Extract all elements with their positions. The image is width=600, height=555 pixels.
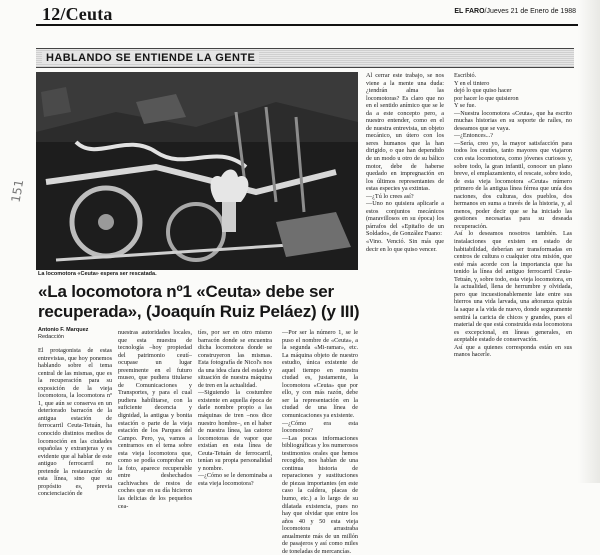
article-column-5: [366, 72, 444, 483]
column-6-text: Escribió. Y en el tintero dejó lo que quiso hacer por hacer lo que quisieron Y se fue. —Nuestra locomotora «Ceuta», que ha escrito muchas historias en su soporte de raíles, no deseamos que se vaya. —¿Entonces...? —Sería, creo yo, la mayor satisfacción para todos los ceutíes, tanto mayores que viajaron con esta locomotora, como jóvenes curiosos y, sobre todo, la gran infantil, conocer un plano breve, el emplazamiento, el rescate, sobre todo, de esta vieja locomotora «Ceuta» número primero de la antigua línea férrea que unía dos naciones, dos culturas, dos pueblos, dos hermanos en suma a través de la historia, y, al menos, poder decir que se ha iniciado las gestiones necesarias para su deseada recuperación. Así lo deseamos nosotros también. Las instalaciones que existen en estado de habitabilidad, deberían ser transformadas en centros de cultura o cualquier otra misión, que esté más acorde con la importancia que ha tenido la línea del antiguo ferrocarril Ceuta-Tetuán, y, sobre todo, esta vieja locomotora, en la actualidad, llena de herrumbre y olvidada, pero que incuestionablemente late entre sus hierros una vida larvada, una añoranza quizás la saque a la vida de nuevo, donde seguramente sentirá la caricia de chicos y grandes, pues el material de que está construida esta locomotora es excepcional, en líneas generales, en aceptable estado de conservación. Así que a quienes corresponda están en sus manos hacerle.: [454, 72, 572, 359]
scan-edge-shading: [578, 0, 600, 483]
article-column-6: [454, 72, 572, 483]
article-column-2: [118, 329, 192, 510]
byline-author: Antonio F. Marquez: [38, 327, 89, 333]
column-4-text: —Por ser la número 1, se le puso el nombre de «Ceuta», a la segunda «Mi-ramar», etc. La máquina objeto de nuestro estudio, única existente de aquel tiempo en nuestra ciudad es, justamente, la locomotora «Ceuta» que por ello, y con más razón, debe ser la representación en la ciudad de una línea de comunicaciones ya existente. —¿Cómo era esta locomotora? —Las pocas informaciones bibliográficas y los numerosos testimonios orales que hemos recogido, nos hablan de una continua historia de reparaciones y sustituciones de piezas importantes (en este caso la caldera, placas de humo, etc.) a lo largo de su dilatada existencia, pues no hay que olvidar que entre los años 40 y 50 esta vieja locomotora arrastraba anualmente más de un millón de pasajeros y así como miles de toneladas de mercancías.: [282, 329, 358, 555]
issue-date: Jueves 21 de Enero de 1988: [486, 8, 576, 15]
feature-strip: [36, 48, 574, 68]
feature-strip-label: HABLANDO SE ENTIENDE LA GENTE: [42, 52, 259, 64]
column-2-text: nuestras autoridades locales, que esta muestra de tecnología –hoy propiedad del patrimonio ceutí– ocupase un lugar preeminente en el futuro museo, que pudiera titularse de Comunicaciones y Transportes, y para el cual pudiera habilitarse, con la suficiente decencia y dignidad, la antigua y bonita estación o parte de la vieja estación de los Parques del Campo. Pero, ya, vamos a centrarnos en el tema sobre esta vieja locomotora que, como se podía comprobar en la foto, aparece recuperable entre deshechados cachivaches de restos de coches que en su día hicieron las delicias de los pequeños cea-: [118, 329, 192, 510]
article-headline: «La locomotora nº1 «Ceuta» debe ser recuperada», (Joaquín Ruiz Peláez) (y III): [38, 282, 360, 321]
column-5-text: Al cerrar este trabajo, se nos viene a la mente una duda: ¿tendrán alma las locomotoras? Es claro que no en el sentido anímico que se le da a este concepto pero, a nuestro entender, como en el de nuestra entrevista, un objeto mecánico, un útero con los seres humanos que la han dirigido, o que han dependido de un modo u otro de su bálico motor, debe de haberse quedado en impregnación en los últimos representantes de estas especies ya extintas. —¿Tú lo crees así? —Uno no quisiera aplicarle a estos conjuntos mecánicos (maravillosos en su época) los párrafos del «Epitafio de un Soldado», de González Fuano: «Vino. Venció. Sin más que decir en lo que quiso vencer.: [366, 72, 444, 253]
column-3-text: tíes, por ser en otro mismo barracón donde se encuentra dicha locomotora donde se construyeron las mismas. Esta fotografía de Nicol's nos da una idea clara del estado y situación de nuestra máquina de tren en la actualidad. —Siguiendo la costumbre existente en aquella época de darle nombre propio a las máquinas de tren –nos dice nuestro hombre–, en el haber de nuestra línea, las catorce locomotoras de vapor que existían en esta línea de Ceuta-Tetuán de ferrocarril, tenían su propia personalidad y nombre. —¿Cómo se le denominaba a esta vieja locomotora?: [198, 329, 272, 487]
article-column-1: [38, 347, 112, 498]
masthead: [36, 4, 578, 26]
column-1-text: El protagonista de estas entrevistas, que hoy ponemos hablando sobre el tema central de las mismas, que es la recuperación para su exposición de la vieja locomotora, la locomotora nº 1, que aún se conserva en un deteriorado barracón de la antigua estación de ferrocarril Ceuta-Tetuán, ha conocido distintos medios de locomoción en las ciudades españolas y extranjeras y es evidente que al hablar de este antiguo ferrocarril no pretende la restauración de esta línea, sino que su propósito es, previa concienciación de: [38, 347, 112, 498]
byline: [38, 327, 118, 341]
handwritten-page-mark: 151: [8, 178, 27, 204]
byline-role: Redacción: [38, 334, 64, 340]
section-title: 12/Ceuta: [42, 4, 113, 24]
paper-info: EL FARO/Jueves 21 de Enero de 1988: [454, 8, 576, 15]
locomotive-photo-image: [36, 72, 358, 270]
photo-caption: La locomotora «Ceuta» espera ser rescatada.: [38, 271, 157, 277]
locomotive-photo: [36, 72, 358, 270]
article-column-4: [282, 329, 358, 555]
paper-name: EL FARO: [454, 8, 485, 15]
article-column-3: [198, 329, 272, 487]
